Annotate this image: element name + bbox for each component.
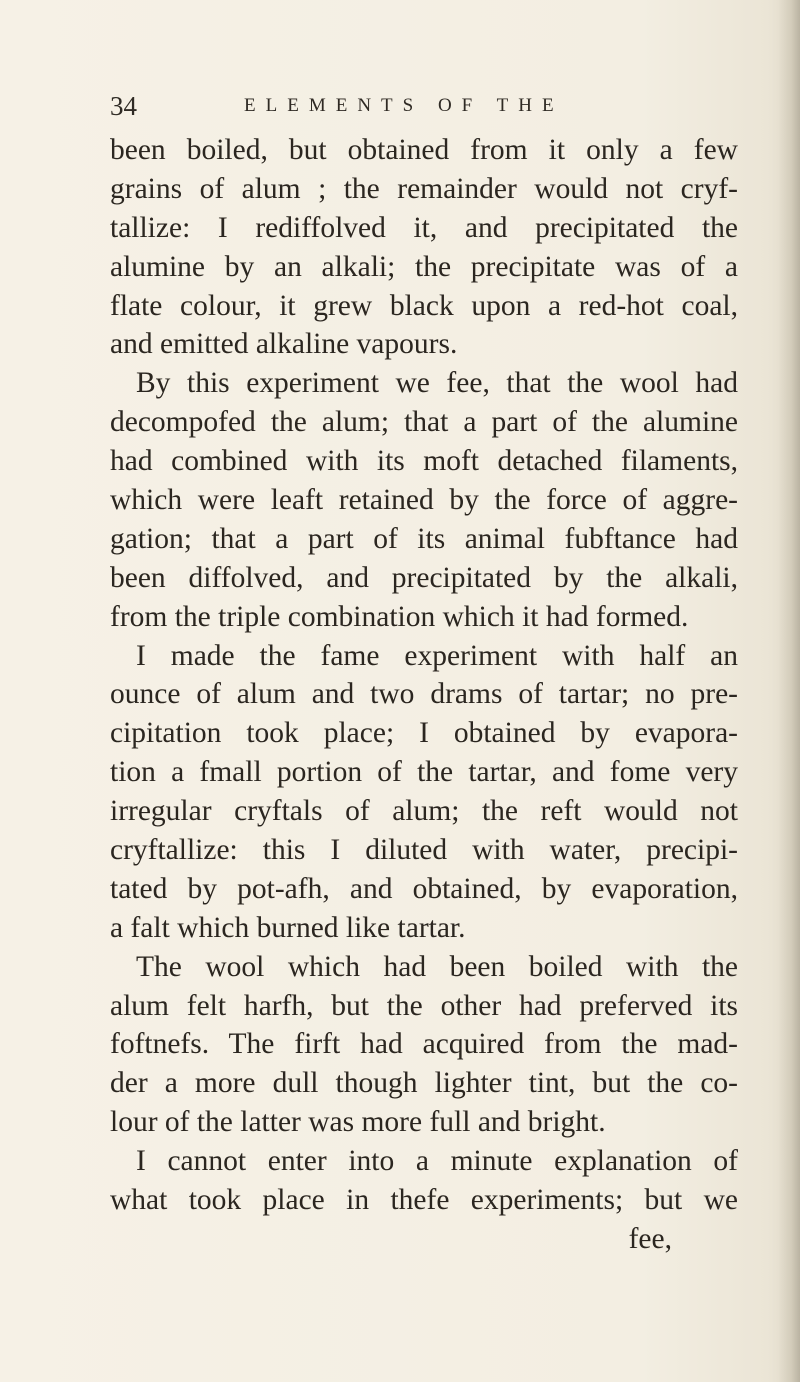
text-line: a falt which burned like tartar.: [110, 911, 466, 944]
page-edge-shadow: [778, 0, 800, 1382]
text-line: and emitted alkaline vapours.: [110, 328, 458, 361]
text-line: been diffolved, and precipitated by the alkali,: [110, 561, 738, 594]
text-line: I cannot enter into a minute explanation of: [136, 1145, 738, 1178]
text-line: cryftallize: this I diluted with water, precipi-: [110, 834, 738, 867]
text-line: cipitation took place; I obtained by evapora-: [110, 717, 738, 750]
text-line: decompofed the alum; that a part of the alumine: [110, 406, 738, 439]
text-line: grains of alum ; the remainder would not cryf-: [110, 172, 738, 205]
text-line: from the triple combination which it had formed.: [110, 600, 689, 633]
page-number: 34: [110, 91, 137, 121]
text-line: foftnefs. The firft had acquired from the mad-: [110, 1028, 738, 1061]
text-line: lour of the latter was more full and bright.: [110, 1106, 606, 1139]
body-text: [110, 131, 738, 1259]
text-line: tion a fmall portion of the tartar, and fome very: [110, 756, 738, 789]
running-head: ELEMENTS OF THE: [244, 95, 564, 116]
text-line: irregular cryftals of alum; the reft would not: [110, 795, 738, 828]
text-line: flate colour, it grew black upon a red-hot coal,: [110, 289, 738, 322]
text-line: alumine by an alkali; the precipitate was of a: [110, 250, 738, 283]
text-line: I made the fame experiment with half an: [136, 639, 738, 672]
text-line: ounce of alum and two drams of tartar; no pre-: [110, 678, 738, 711]
text-line: der a more dull though lighter tint, but the co-: [110, 1067, 738, 1100]
text-line: which were leaft retained by the force of aggre-: [110, 484, 738, 517]
text-line: had combined with its moft detached filaments,: [110, 445, 738, 478]
catchword: fee,: [628, 1222, 672, 1255]
text-line: been boiled, but obtained from it only a few: [110, 134, 738, 166]
text-line: By this experiment we fee, that the wool had: [136, 367, 738, 400]
text-line: alum felt harfh, but the other had preferved its: [110, 989, 738, 1022]
text-line: tallize: I rediffolved it, and precipitated the: [110, 211, 738, 244]
text-line: tated by pot-afh, and obtained, by evaporation,: [110, 872, 738, 905]
page-header: [110, 88, 670, 124]
text-line: The wool which had been boiled with the: [136, 950, 738, 983]
text-line: gation; that a part of its animal fubftance had: [110, 522, 738, 555]
text-line: what took place in thefe experiments; but we: [110, 1184, 738, 1217]
